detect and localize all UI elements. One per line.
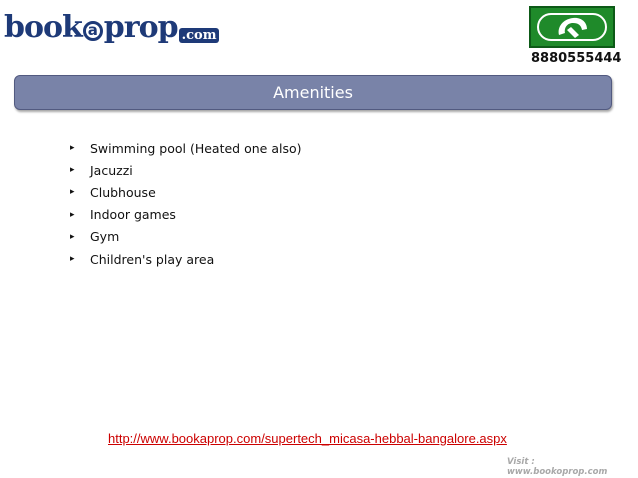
bullet-icon: ▸ (70, 209, 75, 220)
bullet-icon: ▸ (70, 143, 75, 154)
bullet-icon: ▸ (70, 165, 75, 176)
list-item (70, 248, 302, 270)
amenity-label: Clubhouse (90, 184, 156, 200)
title-bar (14, 75, 612, 110)
logo-a-circle: a (83, 21, 103, 41)
phone-badge (529, 6, 615, 48)
logo-dotcom: .com (179, 28, 220, 43)
amenity-label: Indoor games (90, 207, 176, 223)
page-title: Amenities (273, 83, 353, 102)
amenity-label: Jacuzzi (90, 162, 133, 178)
logo-text-right: prop (103, 10, 178, 45)
amenity-label: Swimming pool (Heated one also) (90, 140, 302, 156)
list-item (70, 204, 302, 226)
bullet-icon: ▸ (70, 187, 75, 198)
phone-icon (553, 13, 593, 43)
amenity-label: Children's play area (90, 251, 215, 267)
list-item (70, 159, 302, 181)
phone-number: 8880555444 (531, 51, 622, 66)
amenity-label: Gym (90, 229, 120, 245)
bullet-icon: ▸ (70, 231, 75, 242)
bullet-icon: ▸ (70, 254, 75, 265)
list-item (70, 181, 302, 203)
logo-text-left: book (4, 10, 82, 45)
property-link[interactable]: http://www.bookaprop.com/supertech_micasa-hebbal-bangalore.aspx (108, 431, 507, 446)
bookaprop-logo (4, 10, 219, 50)
amenities-list (70, 137, 302, 270)
visit-footer: Visit : www.bookoprop.com (507, 457, 608, 477)
list-item (70, 137, 302, 159)
list-item (70, 226, 302, 248)
